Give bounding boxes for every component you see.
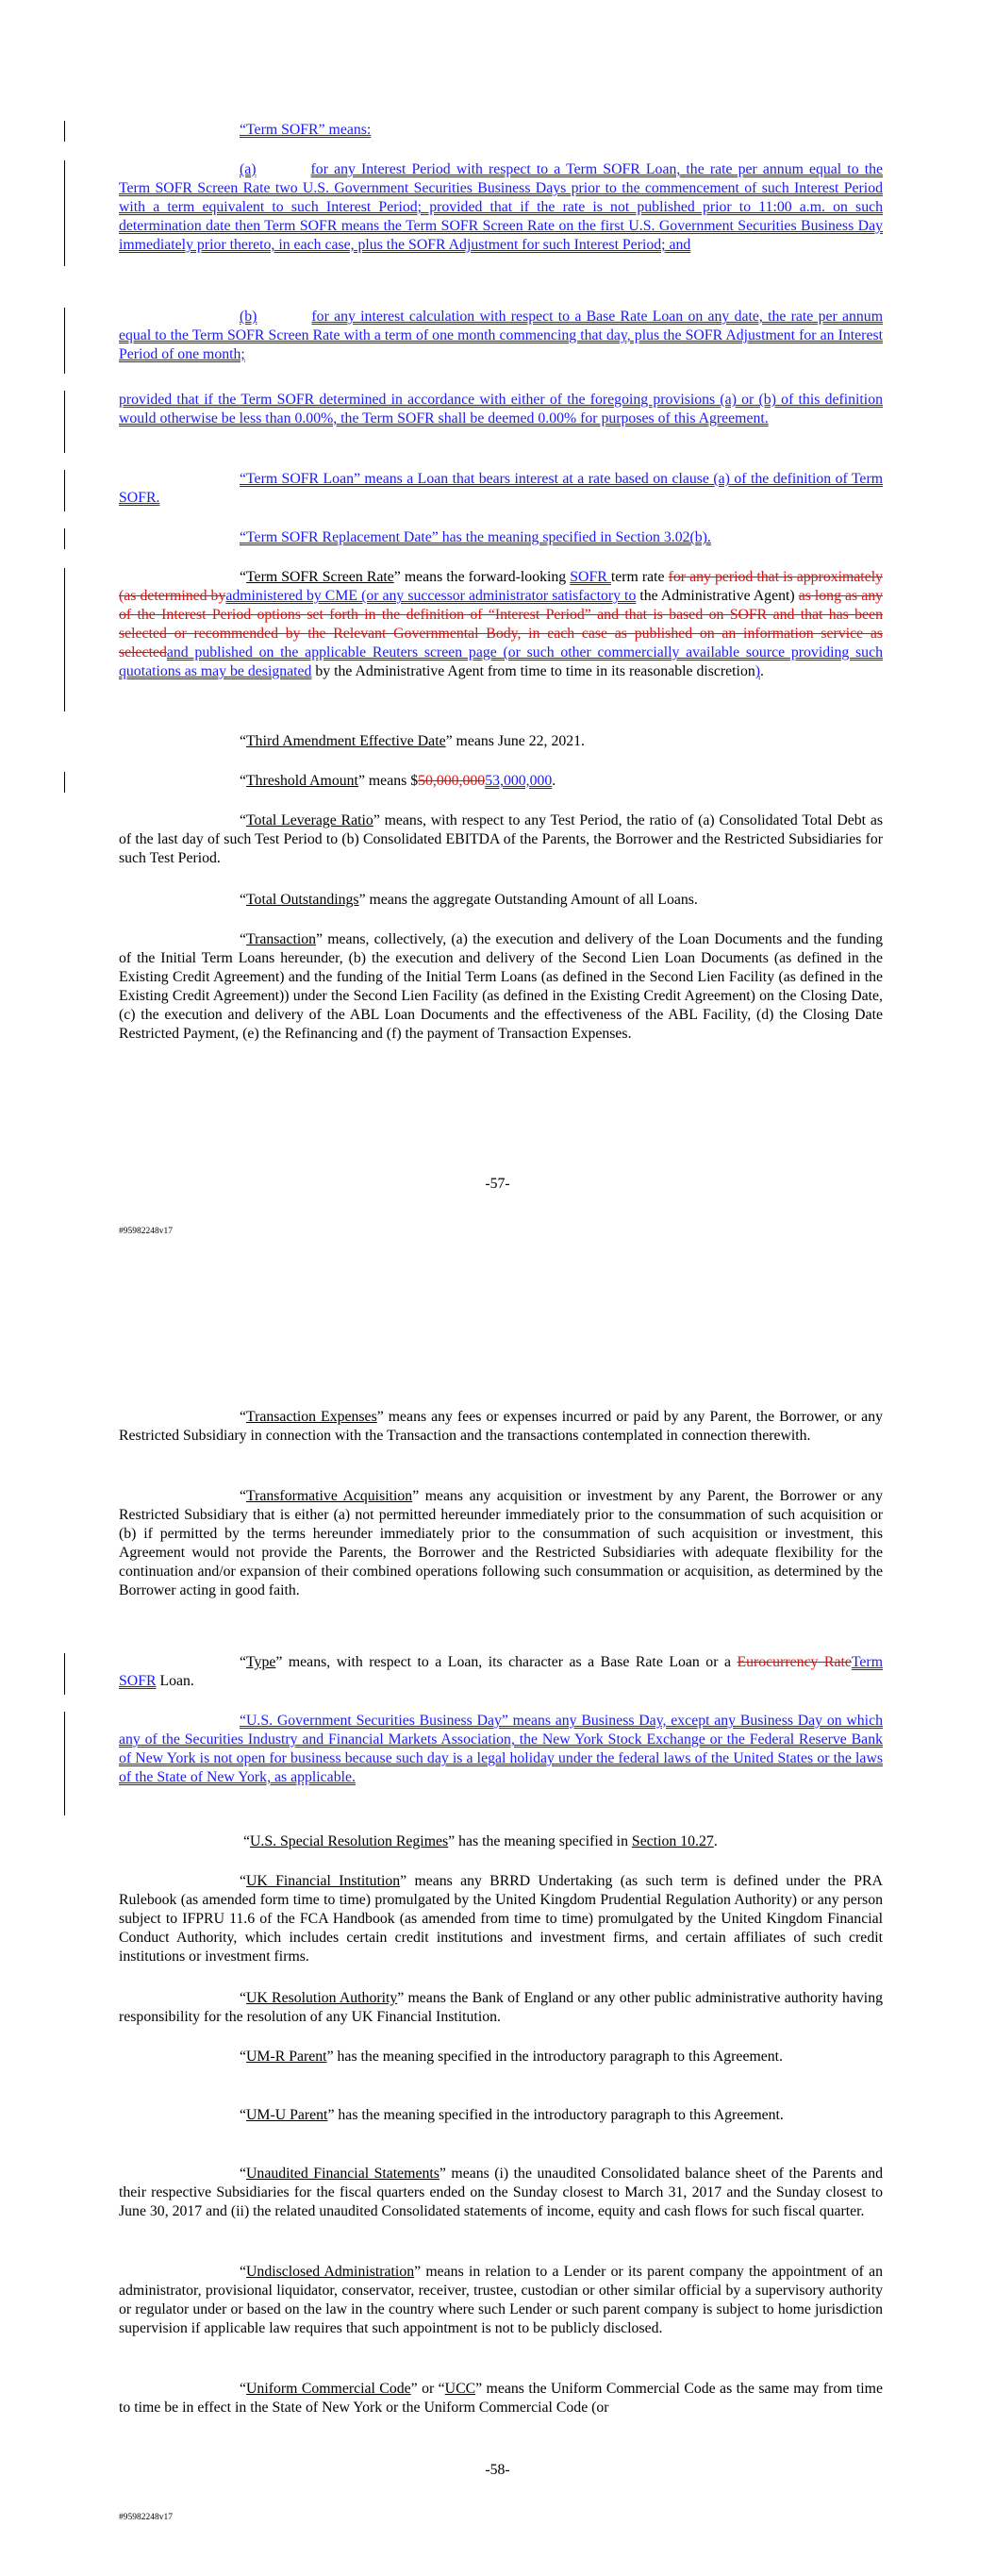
term-sofr-screen-rate-definition: “Term SOFR Screen Rate” means the forward-looking SOFR term rate for any period that is approximately (as determined byadministered by CME (or any successor administrator satisfactory to the Administrative Agent) as long as any of the Interest Period options set forth in the definition of “Interest Period” and that is based on SOFR and that has been selected or recommended by the Relevant Governmental Body, in each case as published on an information service as selectedand published on the applicable Reuters screen page (or such other commercially available source providing such quotations as may be designated by the Administrative Agent from time to time in its reasonable discretion). bbox=[119, 569, 884, 679]
page-58 bbox=[0, 1288, 995, 2576]
change-bar bbox=[64, 308, 65, 374]
page-number: -57- bbox=[485, 1176, 510, 1192]
uniform-commercial-code: “Uniform Commercial Code” or “UCC” means the Uniform Commercial Code as the same may from time to time be in effect in the State of New York or the Uniform Commercial Code (or bbox=[119, 2381, 883, 2416]
um-r-parent: “UM-R Parent” has the meaning specified in the introductory paragraph to this Agreement. bbox=[240, 2049, 783, 2065]
document-id: #95982248v17 bbox=[119, 1227, 173, 1236]
document-id: #95982248v17 bbox=[119, 2513, 173, 2522]
type-definition: “Type” means, with respect to a Loan, its character as a Base Rate Loan or a Eurocurrency RateTerm SOFR Loan. bbox=[119, 1654, 883, 1689]
term-sofr-replacement-date: “Term SOFR Replacement Date” has the meaning specified in Section 3.02(b). bbox=[240, 529, 711, 545]
change-bar bbox=[64, 160, 65, 266]
uk-financial-institution: “UK Financial Institution” means any BRRD Undertaking (as such term is defined under the PRA Rulebook (as amended form time to time) promulgated by the United Kingdom Prudential Regulation Authority) or any person subject to IFPRU 11.6 of the FCA Handbook (as amended from time to time) promulgated by the United Kingdom Financial Conduct Authority, which includes certain credit institutions and investment firms, and certain affiliates of such credit institutions or investment firms. bbox=[119, 1873, 883, 1965]
unaudited-financial-statements: “Unaudited Financial Statements” means (i) the unaudited Consolidated balance sheet of the Parents and their respective Subsidiaries for the fiscal quarters ended on the Sunday closest to March 31, 2017 and the Sunday closest to June 30, 2017 and (ii) the related unaudited Consolidated statements of income, equity and cash flows for such fiscal quarter. bbox=[119, 2166, 883, 2219]
term-sofr-clause-a: (a) for any Interest Period with respect to a Term SOFR Loan, the rate per annum equal to the Term SOFR Screen Rate two U.S. Government Securities Business Days prior to the commencement of such Interest Period with a term equivalent to such Interest Period; provided that if the rate is not published prior to 11:00 a.m. on such determination date then Term SOFR means the Term SOFR Screen Rate on the first U.S. Government Securities Business Day immediately prior thereto, in each case, plus the SOFR Adjustment for such Interest Period; and bbox=[119, 161, 883, 253]
change-bar bbox=[64, 1712, 65, 1815]
change-bar bbox=[64, 772, 65, 793]
change-bar bbox=[64, 121, 65, 142]
total-outstandings: “Total Outstandings” means the aggregate Outstanding Amount of all Loans. bbox=[240, 892, 698, 908]
third-amendment-effective-date: “Third Amendment Effective Date” means June 22, 2021. bbox=[240, 733, 586, 749]
um-u-parent: “UM-U Parent” has the meaning specified in the introductory paragraph to this Agreement. bbox=[240, 2107, 784, 2123]
us-special-resolution-regimes: “U.S. Special Resolution Regimes” has the meaning specified in Section 10.27. bbox=[240, 1833, 718, 1849]
threshold-amount: “Threshold Amount” means $50,000,00053,000,000. bbox=[240, 773, 556, 789]
us-government-securities-business-day: “U.S. Government Securities Business Day” means any Business Day, except any Business Day on which any of the Securities Industry and Financial Markets Association, the New York Stock Exchange or the Federal Reserve Bank of New York is not open for business because such day is a legal holiday under the federal laws of the United States or the laws of the State of New York, as applicable. bbox=[119, 1713, 883, 1785]
change-bar bbox=[64, 528, 65, 549]
change-bar bbox=[64, 470, 65, 511]
term-sofr-proviso: provided that if the Term SOFR determined in accordance with either of the foregoing provisions (a) or (b) of this definition would otherwise be less than 0.00%, the Term SOFR shall be deemed 0.00% for purposes of this Agreement. bbox=[119, 392, 883, 427]
uk-resolution-authority: “UK Resolution Authority” means the Bank of England or any other public administrative authority having responsibility for the resolution of any UK Financial Institution. bbox=[119, 1990, 883, 2025]
page-number: -58- bbox=[485, 2462, 510, 2478]
undisclosed-administration: “Undisclosed Administration” means in relation to a Lender or its parent company the appointment of an administrator, provisional liquidator, conservator, receiver, trustee, custodian or other similar official by a supervisory authority or regulator under or based on the law in the country where such Lender or such parent company is subject to home jurisdiction supervision if applicable law requires that such appointment is not to be publicly disclosed. bbox=[119, 2264, 884, 2336]
term-sofr-clause-b: (b) for any interest calculation with respect to a Base Rate Loan on any date, the rate per annum equal to the Term SOFR Screen Rate with a term of one month commencing that day, plus the SOFR Adjustment for an Interest Period of one month; bbox=[119, 309, 883, 362]
change-bar bbox=[64, 568, 65, 711]
transformative-acquisition: “Transformative Acquisition” means any acquisition or investment by any Parent, the Borrower or any Restricted Subsidiary that is either (a) not permitted hereunder immediately prior to the consummation of such acquisition or (b) if permitted by the terms hereunder immediately prior to the consummation of such acquisition or investment, this Agreement would not provide the Parents, the Borrower and the Restricted Subsidiaries with adequate flexibility for the continuation and/or expansion of their combined operations following such consummation or acquisition, as determined by the Borrower acting in good faith. bbox=[119, 1488, 883, 1598]
change-bar bbox=[64, 1653, 65, 1695]
term-sofr-loan-definition: “Term SOFR Loan” means a Loan that bears interest at a rate based on clause (a) of the definition of Term SOFR. bbox=[119, 471, 883, 506]
transaction-definition: “Transaction” means, collectively, (a) the execution and delivery of the Loan Documents and the funding of the Initial Term Loans hereunder, (b) the execution and delivery of the Second Lien Loan Documents (as defined in the Existing Credit Agreement) and the funding of the Initial Term Loans (as defined in the Second Lien Facility (as defined in the Existing Credit Agreement)) under the Second Lien Facility (as defined in the Existing Credit Agreement) on the Closing Date, (c) the execution and delivery of the ABL Loan Documents and the effectiveness of the ABL Facility, (d) the Closing Date Restricted Payment, (e) the Refinancing and (f) the payment of Transaction Expenses. bbox=[119, 931, 883, 1042]
transaction-expenses: “Transaction Expenses” means any fees or expenses incurred or paid by any Parent, the Borrower, or any Restricted Subsidiary in connection with the Transaction and the transactions contemplated in connection therewith. bbox=[119, 1409, 883, 1444]
term-sofr-heading: “Term SOFR” means: bbox=[240, 122, 372, 138]
change-bar bbox=[64, 391, 65, 453]
total-leverage-ratio: “Total Leverage Ratio” means, with respect to any Test Period, the ratio of (a) Consolidated Total Debt as of the last day of such Test Period to (b) Consolidated EBITDA of the Parents, the Borrower and the Restricted Subsidiaries for such Test Period. bbox=[119, 812, 883, 866]
